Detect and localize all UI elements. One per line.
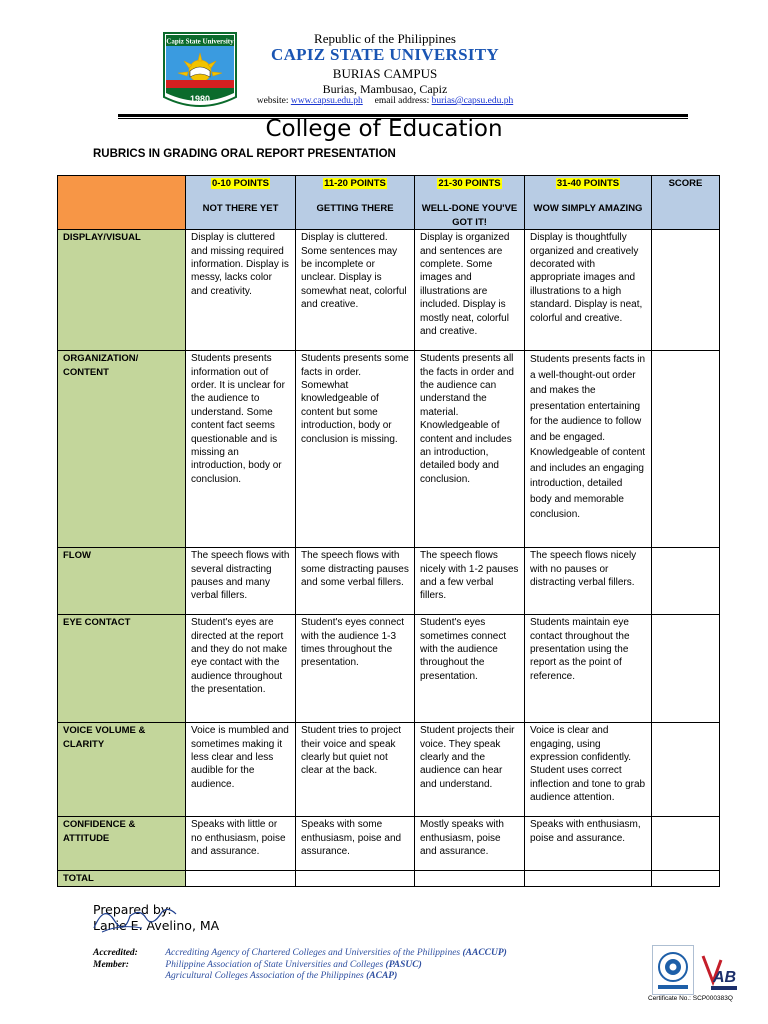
level-label: GETTING THERE <box>316 203 394 215</box>
accreditation-name: Philippine Association of State Universities and Colleges <box>165 959 384 970</box>
total-cell <box>296 871 415 886</box>
total-cell <box>525 871 652 886</box>
score-cell[interactable] <box>652 615 720 723</box>
total-score-cell[interactable] <box>652 871 720 886</box>
accreditation-abbr: (ACAP) <box>366 971 398 981</box>
description-cell: Student's eyes are directed at the report and they do not make eye contact with the audience throughout the presentation. <box>186 615 296 723</box>
accredited-label: Accredited: <box>93 948 138 958</box>
description-cell: Display is cluttered. Some sentences may be incomplete or unclear. Display is somewhat neat, colorful and creative. <box>296 230 415 351</box>
description-cell: Display is cluttered and missing required information. Display is messy, lacks color and creativity. <box>186 230 296 351</box>
criterion-cell: FLOW <box>58 548 186 615</box>
member-label: Member: <box>93 959 129 970</box>
seal-top-text: Capiz State University <box>166 37 234 46</box>
description-cell: Student tries to project their voice and speak clearly but quiet not clear at the back. <box>296 723 415 817</box>
total-label: TOTAL <box>58 871 186 886</box>
description-cell: Display is organized and sentences are complete. Some images and illustrations are included. Display is mostly neat, colorful and creative. <box>415 230 525 351</box>
svg-text:AB: AB <box>713 969 737 986</box>
table-row <box>58 723 720 817</box>
accreditation-abbr: (AACCUP) <box>462 948 507 958</box>
accreditation-name: Agricultural Colleges Association of the Philippines <box>165 971 364 981</box>
email-link[interactable]: burias@capsu.edu.ph <box>431 96 514 106</box>
criterion-cell: DISPLAY/VISUAL <box>58 230 186 351</box>
column-header <box>186 176 296 230</box>
points-range: 0-10 POINTS <box>211 178 270 189</box>
accreditation-line <box>93 960 507 972</box>
description-cell: The speech flows with several distracting pauses and many verbal fillers. <box>186 548 296 615</box>
points-range: 21-30 POINTS <box>438 178 501 189</box>
criterion-cell: CONFIDENCE & ATTITUDE <box>58 817 186 871</box>
score-cell[interactable] <box>652 230 720 351</box>
column-header <box>415 176 525 230</box>
certificate-number: Certificate No.: SCP000383Q <box>648 995 733 1002</box>
description-cell: Voice is clear and engaging, using expression confidently. Student uses correct inflection and tone to grab audience attention. <box>525 723 652 817</box>
accreditation-block <box>93 948 507 983</box>
criterion-cell: VOICE VOLUME & CLARITY <box>58 723 186 817</box>
points-range: 31-40 POINTS <box>556 178 620 189</box>
campus-address: Burias, Mambusao, Capiz <box>322 82 448 96</box>
description-cell: Speaks with little or no enthusiasm, poise and assurance. <box>186 817 296 871</box>
description-cell: Student projects their voice. They speak clearly and the audience can hear and understand. <box>415 723 525 817</box>
accreditation-abbr: (PASUC) <box>385 959 422 970</box>
header-corner-cell <box>58 176 186 230</box>
college-title: College of Education <box>265 116 503 142</box>
iab-logo-icon <box>697 948 741 994</box>
accreditation-name: Accrediting Agency of Chartered Colleges and Universities of the Philippines <box>165 948 461 958</box>
preparer-name: Lanie E. Avelino, MA <box>93 918 220 933</box>
level-label: NOT THERE YET <box>202 203 279 215</box>
socotec-logo-icon <box>652 945 694 995</box>
score-cell[interactable] <box>652 548 720 615</box>
website-link[interactable]: www.capsu.edu.ph <box>290 96 363 106</box>
score-cell[interactable] <box>652 817 720 871</box>
table-row <box>58 351 720 548</box>
table-row <box>58 615 720 723</box>
email-label: email address: <box>374 96 430 106</box>
criterion-cell: ORGANIZATION/ CONTENT <box>58 351 186 548</box>
table-row <box>58 548 720 615</box>
republic-line: Republic of the Philippines <box>314 31 456 46</box>
score-cell[interactable] <box>652 723 720 817</box>
table-row <box>58 817 720 871</box>
accreditation-line <box>93 971 507 983</box>
signature-icon <box>90 898 180 938</box>
description-cell: The speech flows nicely with 1-2 pauses and a few verbal fillers. <box>415 548 525 615</box>
description-cell: Students presents information out of order. It is unclear for the audience to understand. Some content fact seems questionable and is missing an introduction, body or conclusion. <box>186 351 296 548</box>
points-range: 11-20 POINTS <box>324 178 386 189</box>
score-cell[interactable] <box>652 351 720 548</box>
description-cell: Students presents all the facts in order and the audience can understand the material. Knowledgeable of content and includes an introduction, detailed body and conclusion. <box>415 351 525 548</box>
contact-line <box>220 96 550 106</box>
university-name: CAPIZ STATE UNIVERSITY <box>271 45 499 64</box>
rubric-title: RUBRICS IN GRADING ORAL REPORT PRESENTATION <box>93 148 396 160</box>
description-cell: Display is thoughtfully organized and creatively decorated with appropriate images and illustrations to a high standard. Display is neat, colorful and creative. <box>525 230 652 351</box>
description-cell: Students presents facts in a well-thought-out order and makes the presentation entertaining for the audience to follow and be engaged. Knowledgeable of content and includes an engaging introduction, detailed body and memorable conclusion. <box>525 351 652 548</box>
prepared-by-label: Prepared by: <box>93 902 172 917</box>
description-cell: Mostly speaks with enthusiasm, poise and assurance. <box>415 817 525 871</box>
column-header <box>296 176 415 230</box>
website-label: website: <box>256 96 289 106</box>
description-cell: Voice is mumbled and sometimes making it less clear and less audible for the audience. <box>186 723 296 817</box>
description-cell: The speech flows nicely with no pauses or distracting verbal fillers. <box>525 548 652 615</box>
level-label: WELL-DONE YOU'VE GOT IT! <box>421 203 518 228</box>
description-cell: Student's eyes sometimes connect with the audience throughout the presentation. <box>415 615 525 723</box>
table-row <box>58 230 720 351</box>
total-cell <box>415 871 525 886</box>
campus-name: BURIAS CAMPUS <box>332 66 438 81</box>
level-label: WOW SIMPLY AMAZING <box>533 203 643 215</box>
header-row <box>58 176 720 230</box>
total-row <box>58 871 720 886</box>
accreditation-line <box>93 948 507 960</box>
description-cell: Speaks with some enthusiasm, poise and assurance. <box>296 817 415 871</box>
description-cell: Speaks with enthusiasm, poise and assurance. <box>525 817 652 871</box>
seal-year: 1980 <box>189 94 211 104</box>
rubric-table <box>57 175 720 887</box>
description-cell: Students presents some facts in order. Somewhat knowledgeable of content but some introduction, body or conclusion is missing. <box>296 351 415 548</box>
column-header <box>525 176 652 230</box>
criterion-cell: EYE CONTACT <box>58 615 186 723</box>
description-cell: Students maintain eye contact throughout the presentation using the report as the point of reference. <box>525 615 652 723</box>
description-cell: The speech flows with some distracting pauses and some verbal fillers. <box>296 548 415 615</box>
total-cell <box>186 871 296 886</box>
description-cell: Student's eyes connect with the audience 1-3 times throughout the presentation. <box>296 615 415 723</box>
score-header: SCORE <box>652 176 720 230</box>
